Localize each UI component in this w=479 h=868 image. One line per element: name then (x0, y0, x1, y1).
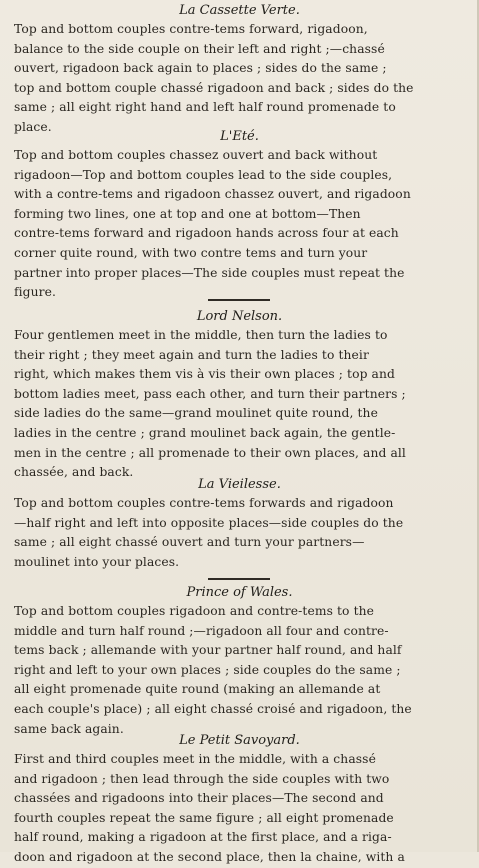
text-line: ouvert, rigadoon back again to places ; sides do the same ; (14, 61, 387, 76)
text-line: bottom ladies meet, pass each other, and turn their partners ; (14, 386, 406, 401)
text-line: balance to the side couple on their left and right ;—chassé (14, 41, 385, 56)
text-line: chassées and rigadoons into their places—The second and (14, 791, 384, 806)
text-line: —half right and left into opposite places—side couples do the (14, 515, 404, 530)
text-line: right, which makes them vis à vis their own places ; top and (14, 367, 395, 382)
text-line: all eight promenade quite round (making an allemande at (14, 682, 381, 697)
text-line: same back again. (14, 721, 124, 736)
text-line: tems back ; allemande with your partner half round, and half (14, 643, 402, 658)
text-line: Four gentlemen meet in the middle, then turn the ladies to (14, 328, 388, 342)
text-line: Top and bottom couples chassez ouvert and back without (14, 148, 378, 162)
text-line: doon and rigadoon at the second place, then la chaine, with a (14, 849, 405, 864)
text-line: half round, making a rigadoon at the first place, and a riga- (14, 830, 392, 845)
section-lord-nelson (0, 308, 479, 483)
section-body (0, 750, 479, 868)
text-line: same ; all eight chassé ouvert and turn your partners— (14, 535, 365, 550)
text-line: men in the centre ; all promenade to their own places, and all (14, 445, 406, 460)
section-divider (208, 299, 270, 301)
section-la-cassette-verte (0, 2, 479, 138)
text-line: chassée, and back. (14, 465, 134, 480)
section-l-ete (0, 128, 479, 303)
text-line: First and third couples meet in the middle, with a chassé (14, 752, 376, 766)
section-title: La Cassette Verte. (179, 3, 300, 18)
text-line: forming two lines, one at top and one at bottom—Then (14, 206, 361, 221)
section-body (0, 494, 479, 572)
text-line: corner quite round, with two contre tems and turn your (14, 245, 368, 260)
text-line: figure. (14, 285, 57, 300)
section-title: Le Petit Savoyard. (179, 733, 300, 748)
text-line: their right ; they meet again and turn the ladies to their (14, 347, 369, 362)
text-line: fourth couples repeat the same figure ; all eight promenade (14, 810, 394, 825)
text-line: Top and bottom couples contre-tems forward, rigadoon, (14, 22, 368, 36)
section-title: Lord Nelson. (196, 309, 283, 324)
text-line: same ; all eight right hand and left half round promenade to (14, 100, 396, 115)
section-body (0, 20, 479, 138)
text-line: Top and bottom couples contre-tems forwards and rigadoon (14, 496, 394, 510)
section-title: La Vieilesse. (198, 477, 281, 492)
text-line: with a contre-tems and rigadoon chassez ouvert, and rigadoon (14, 187, 411, 202)
text-line: each couple's place) ; all eight chassé croisé and rigadoon, the (14, 701, 412, 716)
section-title: L'Eté. (220, 129, 259, 144)
section-divider (208, 578, 270, 580)
section-body (0, 602, 479, 739)
text-line: place. (14, 119, 52, 134)
section-la-vieilesse (0, 476, 479, 572)
section-body (0, 326, 479, 483)
section-body (0, 146, 479, 303)
text-line: ladies in the centre ; grand moulinet back again, the gentle- (14, 425, 396, 440)
text-line: middle and turn half round ;—rigadoon all four and contre- (14, 623, 389, 638)
text-line: rigadoon—Top and bottom couples lead to the side couples, (14, 167, 393, 182)
text-line: top and bottom couple chassé rigadoon and back ; sides do the (14, 80, 414, 95)
text-line: Top and bottom couples rigadoon and contre-tems to the (14, 604, 375, 618)
text-line: contre-tems forward and rigadoon hands across four at each (14, 226, 399, 241)
text-line: and rigadoon ; then lead through the side couples with two (14, 771, 390, 786)
text-line: side ladies do the same—grand moulinet quite round, the (14, 406, 378, 421)
section-prince-of-wales (0, 584, 479, 739)
text-line: partner into proper places—The side couples must repeat the (14, 265, 405, 280)
text-line: right and left to your own places ; side couples do the same ; (14, 662, 401, 677)
text-line: moulinet into your places. (14, 554, 180, 569)
section-le-petit-savoyard (0, 732, 479, 868)
section-title: Prince of Wales. (186, 585, 293, 600)
